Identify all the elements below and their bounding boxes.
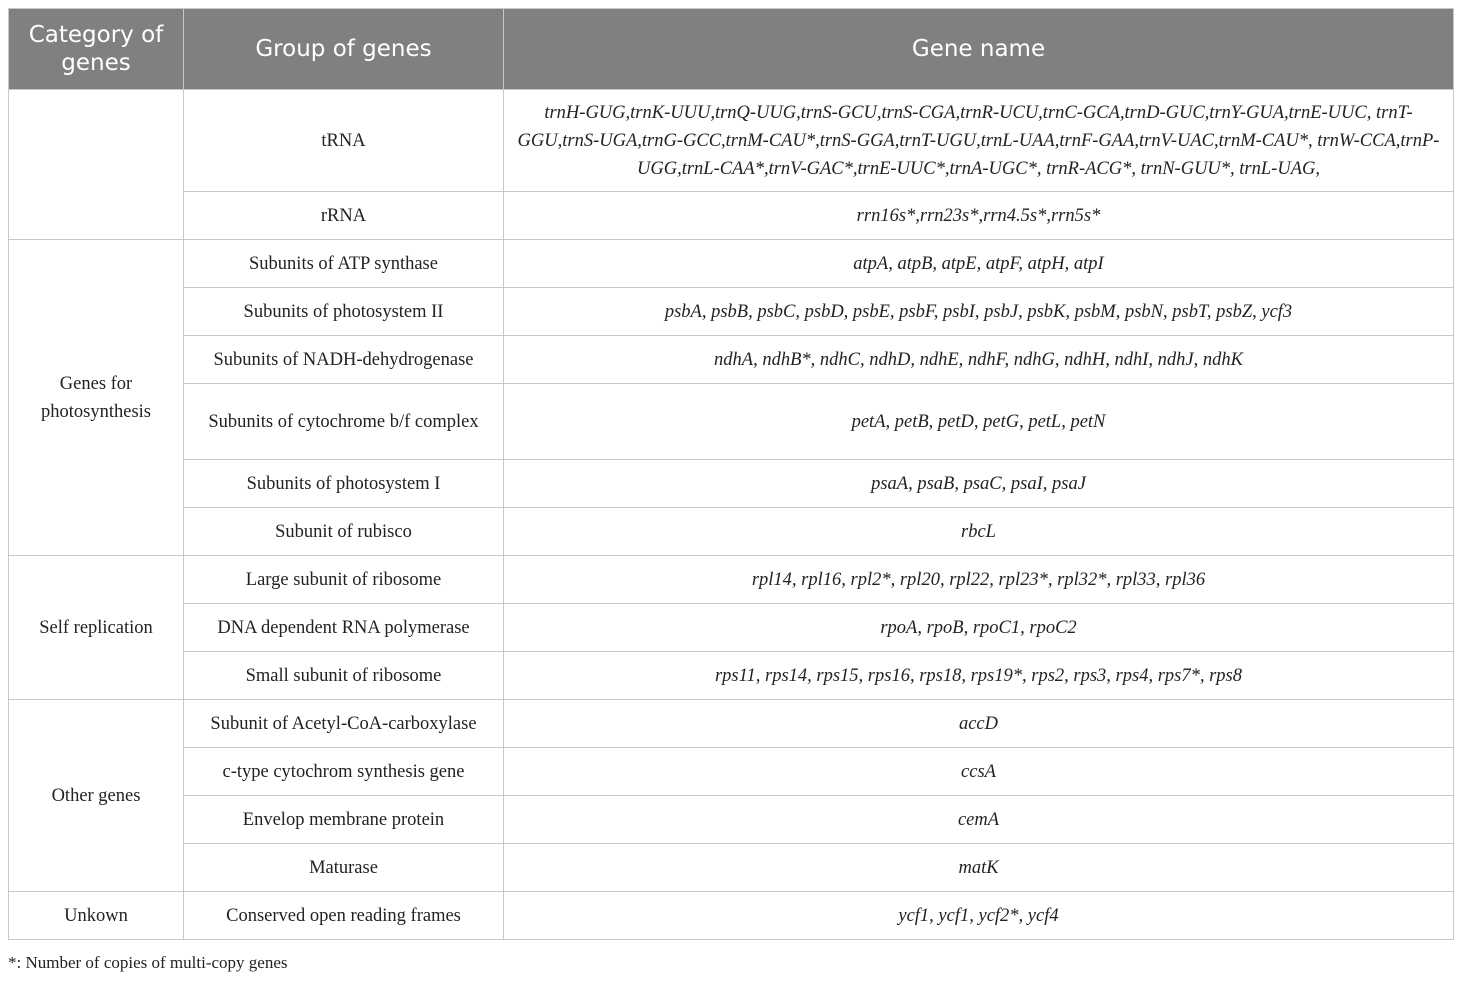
table-row [9,652,1454,700]
table-row [9,336,1454,384]
group-cell: Subunits of cytochrome b/f complex [184,384,504,460]
header-gene-name: Gene name [504,9,1454,90]
table-row [9,556,1454,604]
group-cell: Subunits of photosystem II [184,288,504,336]
group-cell: Subunits of ATP synthase [184,240,504,288]
table-row [9,192,1454,240]
genes-cell: matK [504,844,1454,892]
genes-cell: ndhA, ndhB*, ndhC, ndhD, ndhE, ndhF, ndhG, ndhH, ndhI, ndhJ, ndhK [504,336,1454,384]
table-row [9,384,1454,460]
genes-cell: atpA, atpB, atpE, atpF, atpH, atpI [504,240,1454,288]
table-row [9,508,1454,556]
genes-cell: ccsA [504,748,1454,796]
genes-cell: accD [504,700,1454,748]
table-row [9,844,1454,892]
table-row [9,604,1454,652]
group-cell: tRNA [184,90,504,192]
category-cell: Genes for photosynthesis [9,240,184,556]
category-cell [9,90,184,240]
group-cell: DNA dependent RNA polymerase [184,604,504,652]
group-cell: Subunit of Acetyl-CoA-carboxylase [184,700,504,748]
genes-cell: trnH-GUG,trnK-UUU,trnQ-UUG,trnS-GCU,trnS-CGA,trnR-UCU,trnC-GCA,trnD-GUC,trnY-GUA,trnE-UUC, trnT-GGU,trnS-UGA,trnG-GCC,trnM-CAU*,trnS-GGA,trnT-UGU,trnL-UAA,trnF-GAA,trnV-UAC,trnM-CAU*, trnW-CCA,trnP-UGG,trnL-CAA*,trnV-GAC*,trnE-UUC*,trnA-UGC*, trnR-ACG*, trnN-GUU*, trnL-UAG, [504,90,1454,192]
table-row [9,700,1454,748]
genes-cell: rbcL [504,508,1454,556]
genes-cell: ycf1, ycf1, ycf2*, ycf4 [504,892,1454,940]
genes-cell: psbA, psbB, psbC, psbD, psbE, psbF, psbI, psbJ, psbK, psbM, psbN, psbT, psbZ, ycf3 [504,288,1454,336]
group-cell: Conserved open reading frames [184,892,504,940]
table-row [9,288,1454,336]
table-row [9,240,1454,288]
table-row [9,892,1454,940]
group-cell: Subunit of rubisco [184,508,504,556]
category-cell: Unkown [9,892,184,940]
genes-cell: petA, petB, petD, petG, petL, petN [504,384,1454,460]
group-cell: rRNA [184,192,504,240]
table-row [9,748,1454,796]
group-cell: Small subunit of ribosome [184,652,504,700]
group-cell: c-type cytochrom synthesis gene [184,748,504,796]
group-cell: Envelop membrane protein [184,796,504,844]
group-cell: Maturase [184,844,504,892]
genes-cell: psaA, psaB, psaC, psaI, psaJ [504,460,1454,508]
category-cell: Self replication [9,556,184,700]
table-row [9,90,1454,192]
gene-table [8,8,1454,940]
header-category: Category of genes [9,9,184,90]
gene-table-container [8,8,1453,940]
category-cell: Other genes [9,700,184,892]
genes-cell: rrn16s*,rrn23s*,rrn4.5s*,rrn5s* [504,192,1454,240]
table-row [9,460,1454,508]
genes-cell: cemA [504,796,1454,844]
group-cell: Subunits of NADH-dehydrogenase [184,336,504,384]
header-group: Group of genes [184,9,504,90]
group-cell: Large subunit of ribosome [184,556,504,604]
genes-cell: rpl14, rpl16, rpl2*, rpl20, rpl22, rpl23*, rpl32*, rpl33, rpl36 [504,556,1454,604]
genes-cell: rpoA, rpoB, rpoC1, rpoC2 [504,604,1454,652]
table-row [9,796,1454,844]
footnote: *: Number of copies of multi-copy genes [8,953,288,972]
genes-cell: rps11, rps14, rps15, rps16, rps18, rps19*, rps2, rps3, rps4, rps7*, rps8 [504,652,1454,700]
header-row [9,9,1454,90]
group-cell: Subunits of photosystem I [184,460,504,508]
